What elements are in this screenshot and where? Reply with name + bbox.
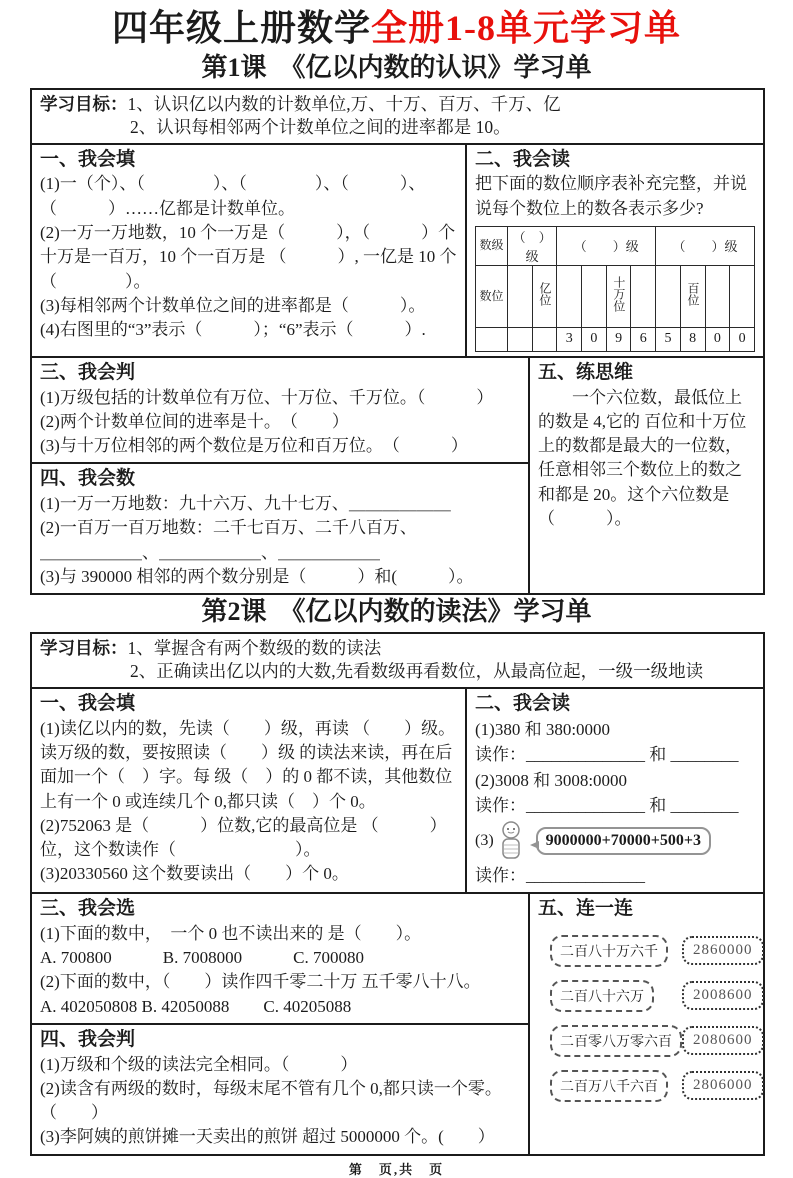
worksheet-line: A. 402050808 B. 42050088 C. 40205088 xyxy=(40,996,352,1016)
worksheet-line: (1)读亿以内的数，先读（ ）级，再读 （ ）级。读万级的数，要按照读（ ）级 的读法来读，再在后面加一个（ ）字。每 级（ ）的 0 都不读，其他数位上有一个 0 或连续几个 0,都只读（ ）个 0。 xyxy=(40,718,456,811)
table-row-places xyxy=(476,265,755,327)
table-cell xyxy=(656,265,681,327)
worksheet-line: (2)一百万一百万地数：二千七百万、二千八百万、 xyxy=(40,518,417,538)
table-cell: 5 xyxy=(656,327,681,351)
lesson1-section-judge xyxy=(32,358,528,465)
worksheet-line: (2)两个计数单位间的进率是十。 （ ） xyxy=(40,411,349,431)
place-value-table xyxy=(475,226,755,352)
table-cell: （ ）级 xyxy=(557,226,656,265)
lesson2-row-top xyxy=(32,689,763,892)
table-cell: （ ）级 xyxy=(508,226,557,265)
worksheet-line: (1)万级包括的计数单位有万位、十万位、千万位。（ ） xyxy=(40,387,494,407)
table-cell: （ ）级 xyxy=(656,226,755,265)
table-cell xyxy=(606,265,631,327)
table-cell: 数位 xyxy=(476,265,508,327)
lesson2-sheet xyxy=(30,632,765,1156)
place-label: 亿位 xyxy=(537,282,552,307)
table-cell: 8 xyxy=(680,327,705,351)
match-number-box: 2080600 xyxy=(682,1026,764,1055)
match-pair xyxy=(550,980,764,1012)
worksheet-line: (2)一万一万地数，10 个一万是（ ），（ ）个十万是一百万，10 个一百万是 （ ）, 一亿是 10 个（ ）。 xyxy=(40,222,457,291)
lesson2-section-choose xyxy=(32,894,528,1025)
section-title: 三、我会判 xyxy=(40,361,136,383)
section-title: 四、我会数 xyxy=(40,468,136,490)
table-cell xyxy=(508,327,533,351)
table-cell xyxy=(557,265,582,327)
table-cell: 9 xyxy=(606,327,631,351)
page-title xyxy=(0,0,793,51)
table-cell xyxy=(680,265,705,327)
match-pair xyxy=(550,935,764,967)
match-word-box: 二百万八千六百 xyxy=(550,1070,668,1102)
worksheet-line: (4)右图里的“3”表示（ ）；“6”表示（ ）. xyxy=(40,320,426,340)
table-cell: 数级 xyxy=(476,226,508,265)
lesson1-row-bottom xyxy=(32,356,763,593)
match-word-box: 二百八十六万 xyxy=(550,980,654,1012)
table-cell xyxy=(532,265,557,327)
objective-line xyxy=(40,637,755,660)
section-title: 三、我会选 xyxy=(40,898,136,920)
lesson1-section-think xyxy=(530,358,763,593)
table-row-levels xyxy=(476,226,755,265)
table-cell xyxy=(508,265,533,327)
place-label: 十万位 xyxy=(611,276,626,313)
table-cell: 0 xyxy=(730,327,755,351)
expanded-form-row xyxy=(475,821,755,861)
worksheet-line: (1)一（个）、（ ）、（ ）、（ ）、（ ）……亿都是计数单位。 xyxy=(40,174,426,218)
worksheet-line: (3)与十万位相邻的两个数位是万位和百万位。 （ ） xyxy=(40,436,468,456)
question-number: (3) xyxy=(475,831,494,849)
worksheet-line: (2)读含有两级的数时，每级末尾不管有几个 0,都只读一个零。（ ） xyxy=(40,1078,502,1123)
objective-line xyxy=(40,93,755,116)
worksheet-line: (1)380 和 380:0000 xyxy=(475,719,611,739)
lesson1-section-fill xyxy=(32,145,467,356)
table-cell xyxy=(476,327,508,351)
table-cell xyxy=(730,265,755,327)
worksheet-line: (2)下面的数中，（ ）读作四千零二十万 五千零八十八。 xyxy=(40,972,481,992)
match-number-box: 2008600 xyxy=(682,981,764,1010)
table-cell: 6 xyxy=(631,327,656,351)
worksheet-line: 读作：______________ 和 ________ xyxy=(475,745,739,765)
objective-line: 2、正确读出亿以内的大数,先看数级再看数位，从最高位起，一级一级地读 xyxy=(130,660,704,681)
page-footer: 第 页,共 页 xyxy=(348,1161,445,1177)
mascot-icon xyxy=(497,821,525,861)
page-title-accent: 全册1-8单元学习单 xyxy=(371,8,681,48)
table-cell: 3 xyxy=(557,327,582,351)
match-pair xyxy=(550,1070,764,1102)
worksheet-line: (3)与 390000 相邻的两个数分别是（ ）和( ）。 xyxy=(40,566,474,586)
worksheet-line: (3)李阿姨的煎饼摊一天卖出的煎饼 超过 5000000 个。( ） xyxy=(40,1127,495,1147)
lesson2-section-fill xyxy=(32,689,467,892)
objective-text: 1、认识亿以内数的计数单位,万、十万、百万、千万、亿 xyxy=(127,93,561,114)
lesson1-row-top xyxy=(32,145,763,356)
objective-text: 1、掌握含有两个数级的数的读法 xyxy=(127,637,382,658)
lesson1-heading: 第1课 《亿以内数的认识》学习单 xyxy=(201,53,592,82)
match-pair xyxy=(550,1025,764,1057)
worksheet-line: ＿＿＿＿＿＿、＿＿＿＿＿＿、＿＿＿＿＿＿ xyxy=(40,542,380,562)
place-label: 百位 xyxy=(685,282,700,307)
worksheet-line: 把下面的数位顺序表补充完整，并说说每个数位上的数各表示多少? xyxy=(475,174,747,218)
objectives-label: 学习目标： xyxy=(40,637,128,658)
worksheet-line: (1)万级和个级的读法完全相同。（ ） xyxy=(40,1054,358,1074)
match-number-box: 2806000 xyxy=(682,1071,764,1100)
match-word-box: 二百零八万零六百 xyxy=(550,1025,682,1057)
table-cell xyxy=(532,327,557,351)
worksheet-line: (3)每相邻两个计数单位之间的进率都是（ ）。 xyxy=(40,295,426,315)
table-cell xyxy=(582,265,607,327)
worksheet-line: (1)下面的数中， 一个 0 也不读出来的 是（ ）。 xyxy=(40,923,422,943)
table-row-digits xyxy=(476,327,755,351)
section-title: 四、我会判 xyxy=(40,1028,136,1050)
section-title: 二、我会读 xyxy=(475,692,571,714)
worksheet-line: (3)20330560 这个数要读出（ ）个 0。 xyxy=(40,864,349,884)
objective-line: 2、认识每相邻两个计数单位之间的进率都是 10。 xyxy=(130,116,511,137)
section-title: 二、我会读 xyxy=(475,148,571,170)
match-word-box: 二百八十万六千 xyxy=(550,935,668,967)
table-cell xyxy=(631,265,656,327)
lesson1-section-count xyxy=(32,464,528,593)
lesson1-section-read xyxy=(467,145,763,356)
worksheet-line: (2)3008 和 3008:0000 xyxy=(475,770,628,790)
worksheet-line: A. 700800 B. 7008000 C. 700080 xyxy=(40,948,364,968)
lesson2-heading: 第2课 《亿以内数的读法》学习单 xyxy=(201,597,592,627)
worksheet-line: 一个六位数，最低位上的数是 4,它的 百位和十万位上的数都是最大的一位数，任意相邻三个数位上的数之和都是 20。这个六位数是（ ）。 xyxy=(538,387,747,529)
table-cell: 0 xyxy=(582,327,607,351)
worksheet-line: (1)一万一万地数：九十六万、九十七万、＿＿＿＿＿＿ xyxy=(40,494,451,514)
table-cell xyxy=(705,265,730,327)
page-title-black: 四年级上册数学 xyxy=(111,8,371,48)
lesson1-sheet xyxy=(30,88,765,596)
objectives-label: 学习目标： xyxy=(40,93,128,114)
worksheet-line: 读作：______________ 和 ________ xyxy=(475,796,739,816)
lesson1-objectives xyxy=(32,90,763,145)
section-title: 五、练思维 xyxy=(538,361,634,383)
lesson2-objectives xyxy=(32,634,763,689)
lesson2-row-bottom xyxy=(32,892,763,1154)
lesson1-left-column xyxy=(32,358,530,593)
lesson2-section-judge xyxy=(32,1025,528,1154)
worksheet-line: (2)752063 是（ ）位数,它的最高位是 （ ）位，这个数读作（ ）。 xyxy=(40,815,447,860)
lesson2-left-column xyxy=(32,894,530,1154)
lesson2-section-read xyxy=(467,689,763,892)
section-title: 一、我会填 xyxy=(40,692,136,714)
lesson2-section-match xyxy=(530,894,778,1154)
section-title: 五、连一连 xyxy=(538,898,634,920)
table-cell: 0 xyxy=(705,327,730,351)
speech-bubble: 9000000+70000+500+3 xyxy=(536,827,711,855)
worksheet-line: 读作：______________ xyxy=(475,865,645,885)
section-title: 一、我会填 xyxy=(40,148,136,170)
match-number-box: 2860000 xyxy=(682,936,764,965)
